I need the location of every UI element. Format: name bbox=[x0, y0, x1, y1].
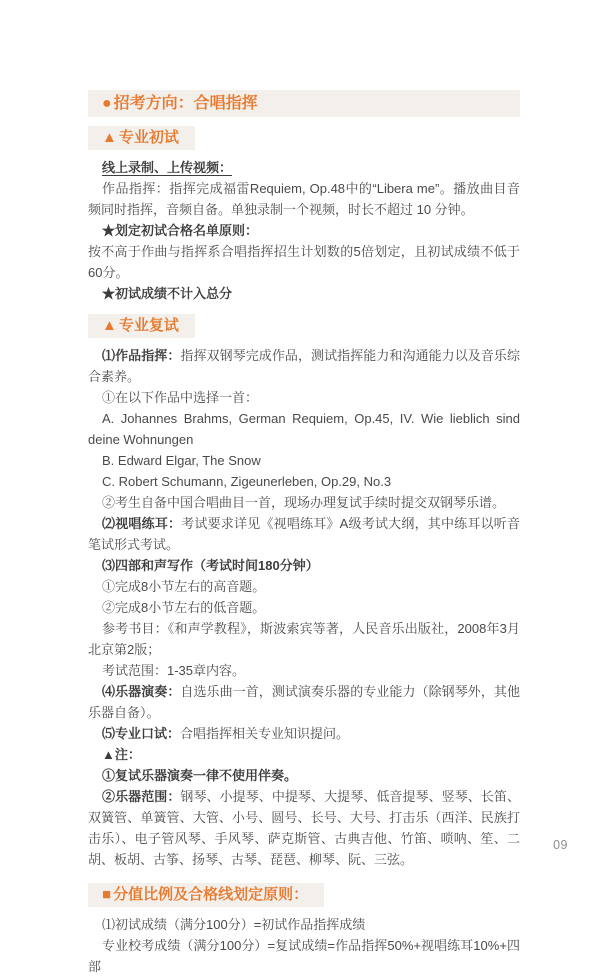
retest-item3-head: ⑶四部和声写作（考试时间180分钟） bbox=[102, 558, 319, 573]
retest-item1-label: ⑴作品指挥： bbox=[102, 348, 181, 363]
prelim-score-note: ★初试成绩不计入总分 bbox=[102, 286, 233, 301]
circle-bullet-icon: ● bbox=[102, 95, 112, 112]
retest-item3-sub1: ①完成8小节左右的高音题。 bbox=[102, 579, 266, 594]
prelim-subhead bbox=[88, 157, 520, 178]
section-header-retest bbox=[88, 314, 195, 338]
retest-item1-text: 指挥双钢琴完成作品，测试指挥能力和沟通能力以及音乐综合素养。 bbox=[88, 348, 520, 384]
retest-item5-text: 合唱指挥相关专业知识提问。 bbox=[180, 726, 350, 741]
retest-work-b: B. Edward Elgar, The Snow bbox=[102, 453, 261, 468]
section-title-direction: 招考方向：合唱指挥 bbox=[113, 95, 258, 112]
retest-item1 bbox=[88, 345, 520, 387]
retest-item3-sub2: ②完成8小节左右的低音题。 bbox=[102, 600, 266, 615]
scoring-line1: ⑴初试成绩（满分100分）=初试作品指挥成绩 bbox=[102, 917, 366, 932]
retest-item2-label: ⑵视唱练耳： bbox=[102, 516, 182, 531]
retest-item1-sub1: ①在以下作品中选择一首： bbox=[102, 390, 259, 405]
section-title-prelim: 专业初试 bbox=[118, 129, 179, 146]
retest-item2-text: 考试要求详见《视唱练耳》A级考试大纲，其中练耳以听音笔试形式考试。 bbox=[88, 516, 520, 552]
retest-item5-label: ⑸专业口试： bbox=[102, 726, 181, 741]
retest-note-head: ▲注： bbox=[102, 747, 141, 762]
prelim-work-conducting: 作品指挥：指挥完成福雷Requiem, Op.48中的“Libera me”。播放曲目音频同时指挥，音频自备。单独录制一个视频，时长不超过 10 分钟。 bbox=[88, 181, 520, 217]
square-bullet-icon: ■ bbox=[102, 886, 112, 903]
section-header-scoring bbox=[88, 883, 324, 907]
retest-work-c: C. Robert Schumann, Zigeunerleben, Op.29, No.3 bbox=[102, 474, 392, 489]
retest-item5 bbox=[88, 723, 520, 744]
page-number: 09 bbox=[553, 838, 568, 852]
prelim-rule-head: ★划定初试合格名单原则： bbox=[102, 223, 259, 238]
scoring-line2: 专业校考成绩（满分100分）=复试成绩=作品指挥50%+视唱练耳10%+四部 bbox=[88, 938, 520, 974]
retest-item3-scope: 考试范围：1-35章内容。 bbox=[102, 663, 246, 678]
triangle-bullet-icon: ▲ bbox=[102, 129, 117, 146]
retest-note2-text: 钢琴、小提琴、中提琴、大提琴、低音提琴、竖琴、长笛、双簧管、单簧管、大管、小号、圆号、长号、大号、打击乐（西洋、民族打击乐）、电子管风琴、手风琴、萨克斯管、古典吉他、竹笛、唢呐、笙、二胡、板胡、古筝、扬琴、古琴、琵琶、柳琴、阮、三弦。 bbox=[88, 789, 520, 867]
retest-item4 bbox=[88, 681, 520, 723]
triangle-bullet-icon: ▲ bbox=[102, 317, 117, 334]
retest-item1-sub2: ②考生自备中国合唱曲目一首，现场办理复试手续时提交双钢琴乐谱。 bbox=[102, 495, 506, 510]
retest-item3-ref: 参考书目：《和声学教程》，斯波索宾等著，人民音乐出版社，2008年3月北京第2版； bbox=[88, 621, 520, 657]
retest-note2-label: ②乐器范围： bbox=[102, 789, 181, 804]
retest-note2 bbox=[88, 786, 520, 870]
section-header-prelim bbox=[88, 126, 195, 150]
retest-item4-label: ⑷乐器演奏： bbox=[102, 684, 181, 699]
retest-item4-text: 自选乐曲一首，测试演奏乐器的专业能力（除钢琴外，其他乐器自备）。 bbox=[88, 684, 520, 720]
prelim-subhead-text: 线上录制、上传视频： bbox=[102, 160, 233, 175]
prelim-rule-body: 按不高于作曲与指挥系合唱指挥招生计划数的5倍划定，且初试成绩不低于60分。 bbox=[88, 244, 520, 280]
retest-note1: ①复试乐器演奏一律不使用伴奏。 bbox=[102, 768, 298, 783]
section-title-scoring: 分值比例及合格线划定原则： bbox=[113, 886, 309, 903]
retest-item2 bbox=[88, 513, 520, 555]
section-title-retest: 专业复试 bbox=[118, 317, 179, 334]
document-content bbox=[88, 90, 520, 977]
section-header-direction bbox=[88, 90, 520, 117]
retest-work-a: A. Johannes Brahms, German Requiem, Op.45, IV. Wie lieblich sind deine Wohnungen bbox=[88, 411, 520, 447]
